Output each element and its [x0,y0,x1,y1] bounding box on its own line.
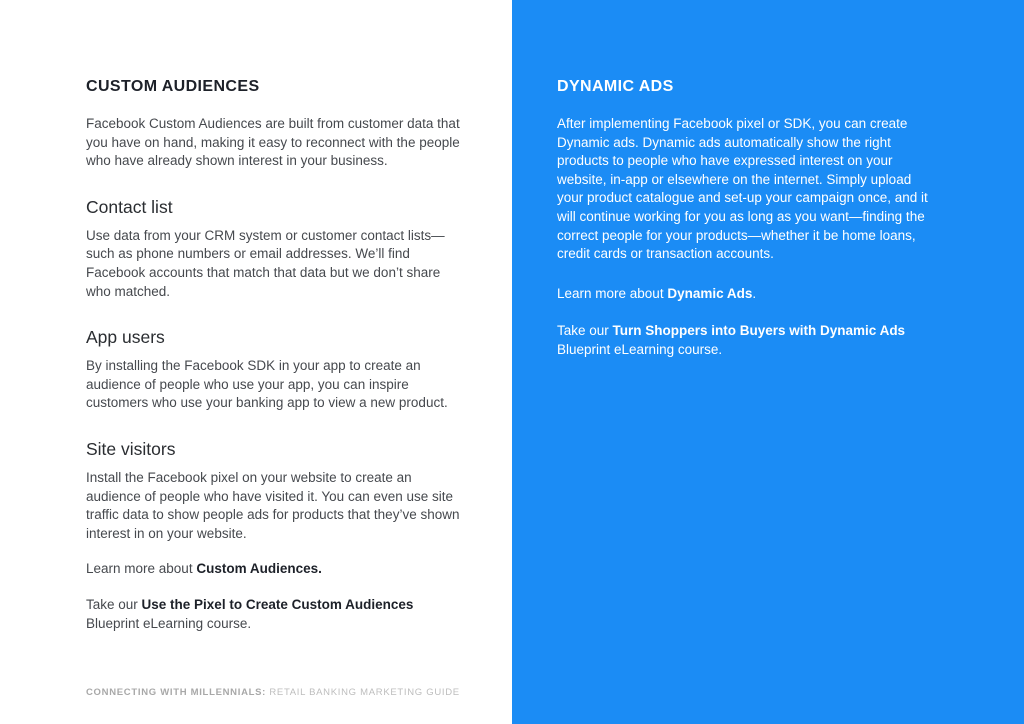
section-body-contact-list: Use data from your CRM system or customer contact lists—such as phone numbers or email addresses. We’ll find Facebook accounts that match that data but we don’t share who matched. [86,227,445,299]
custom-audiences-content [0,0,512,633]
section-heading-site-visitors: Site visitors [86,438,176,459]
dynamic-ads-learn-more-line [557,285,933,304]
learn-more-prefix: Learn more about [557,285,668,301]
learn-more-prefix: Learn more about [86,561,197,577]
custom-audiences-link[interactable]: Custom Audiences. [196,561,322,577]
course-prefix: Take our [86,596,142,612]
section-body-site-visitors: Install the Facebook pixel on your website to create an audience of people who have visited it. You can even use site traffic data to show people ads for products that they’ve shown interest in on your website. [86,469,460,541]
dynamic-ads-title: DYNAMIC ADS [557,78,674,95]
custom-audiences-intro: Facebook Custom Audiences are built from customer data that you have on hand, making it easy to reconnect with the people who have already shown interest in your business. [86,116,460,169]
footer-guide-subtitle: RETAIL BANKING MARKETING GUIDE [266,687,460,698]
section-body-app-users: By installing the Facebook SDK in your app to create an audience of people who use your app, you can inspire customers who use your banking app to view a new product. [86,358,448,411]
custom-audiences-course-line [86,596,467,633]
page-footer [86,687,460,698]
learn-more-suffix: . [752,285,757,301]
shoppers-course-link[interactable]: Turn Shoppers into Buyers with Dynamic Ads [612,323,906,339]
dynamic-ads-intro: After implementing Facebook pixel or SDK, you can create Dynamic ads. Dynamic ads automatically show the right products to people who have expressed interest on your website, in-app or elsewhere on the internet. Simply upload your product catalogue and set-up your campaign once, and it will continue working for you as long as you want—finding the correct people for your products—whether it be home loans, credit cards or transaction accounts. [557,116,928,262]
course-suffix: Blueprint eLearning course. [557,341,723,357]
dynamic-ads-link[interactable]: Dynamic Ads [667,285,753,301]
footer-guide-title: CONNECTING WITH MILLENNIALS: [86,687,267,698]
dynamic-ads-panel [512,0,1024,724]
course-suffix: Blueprint eLearning course. [86,615,252,631]
course-prefix: Take our [557,323,613,339]
pixel-course-link[interactable]: Use the Pixel to Create Custom Audiences [141,596,414,612]
section-heading-contact-list: Contact list [86,196,173,217]
section-heading-app-users: App users [86,327,165,348]
dynamic-ads-course-line [557,322,933,359]
custom-audiences-learn-more-line [86,560,467,579]
custom-audiences-title: CUSTOM AUDIENCES [86,78,260,95]
dynamic-ads-content [512,0,1024,360]
